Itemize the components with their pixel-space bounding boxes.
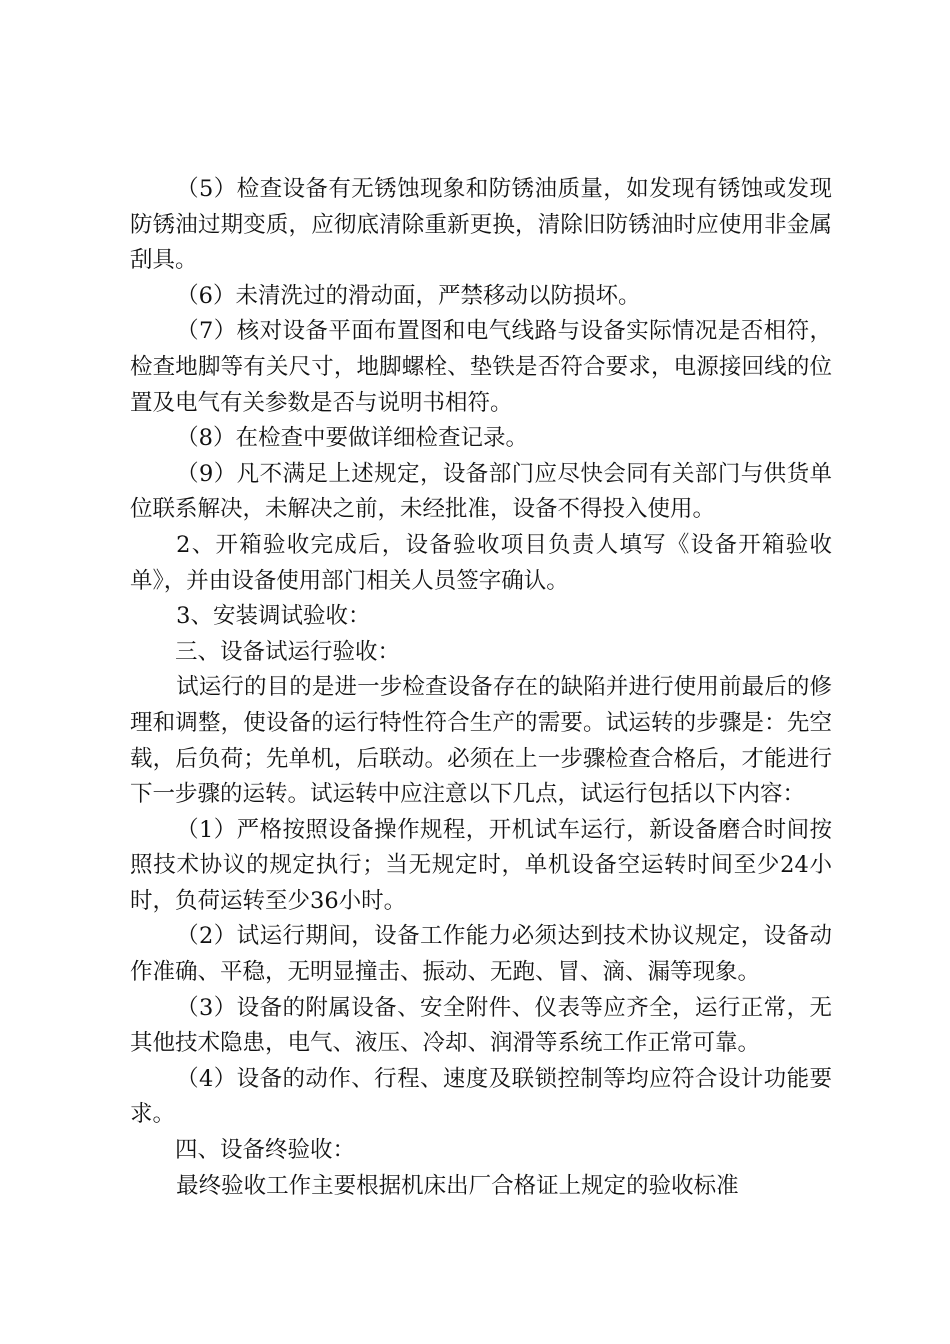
paragraph-installation-commissioning: 3、安装调试验收： [176,603,371,630]
paragraph-item-5-rust-check: （5）检查设备有无锈蚀现象和防锈油质量，如发现有锈蚀或发现防锈油过期变质，应彻底清除重新更换，清除旧防锈油时应使用非金属刮具。 [130,176,832,274]
paragraph-item-7-layout-check: （7）核对设备平面布置图和电气线路与设备实际情况是否相符，检查地脚等有关尺寸，地脚螺栓、垫铁是否符合要求，电源接回线的位置及电气有关参数是否与说明书相符。 [130,318,832,416]
paragraph-final-acceptance: 最终验收工作主要根据机床出厂合格证上规定的验收标准 [176,1172,739,1199]
paragraph-item-9-nonconformance: （9）凡不满足上述规定，设备部门应尽快会同有关部门与供货单位联系解决，未解决之前，未经批准，设备不得投入使用。 [130,460,832,523]
paragraph-trial-item-1: （1）严格按照设备操作规程，开机试车运行，新设备磨合时间按照技术协议的规定执行；当无规定时，单机设备空运转时间至少24小时，负荷运转至少36小时。 [130,816,832,914]
paragraph-trial-item-3: （3）设备的附属设备、安全附件、仪表等应齐全，运行正常，无其他技术隐患，电气、液压、冷却、润滑等系统工作正常可靠。 [130,994,832,1057]
paragraph-trial-item-4: （4）设备的动作、行程、速度及联锁控制等均应符合设计功能要求。 [130,1065,832,1128]
section-heading-final-acceptance: 四、设备终验收： [175,1137,356,1164]
paragraph-item-8-records: （8）在检查中要做详细检查记录。 [176,425,528,452]
paragraph-unpacking-acceptance-form: 2、开箱验收完成后，设备验收项目负责人填写《设备开箱验收单》，并由设备使用部门相关人员签字确认。 [130,531,832,594]
document-body [130,172,832,1204]
paragraph-trial-run-purpose: 试运行的目的是进一步检查设备存在的缺陷并进行使用前最后的修理和调整，使设备的运行特性符合生产的需要。试运转的步骤是：先空载，后负荷；先单机，后联动。必须在上一步骤检查合格后，才能进行下一步骤的运转。试运转中应注意以下几点，试运行包括以下内容： [130,674,832,808]
paragraph-trial-item-2: （2）试运行期间，设备工作能力必须达到技术协议规定，设备动作准确、平稳，无明显撞击、振动、无跑、冒、滴、漏等现象。 [130,923,832,986]
section-heading-trial-run: 三、设备试运行验收： [175,638,401,665]
paragraph-item-6-sliding-surface: （6）未清洗过的滑动面，严禁移动以防损坏。 [176,282,641,309]
